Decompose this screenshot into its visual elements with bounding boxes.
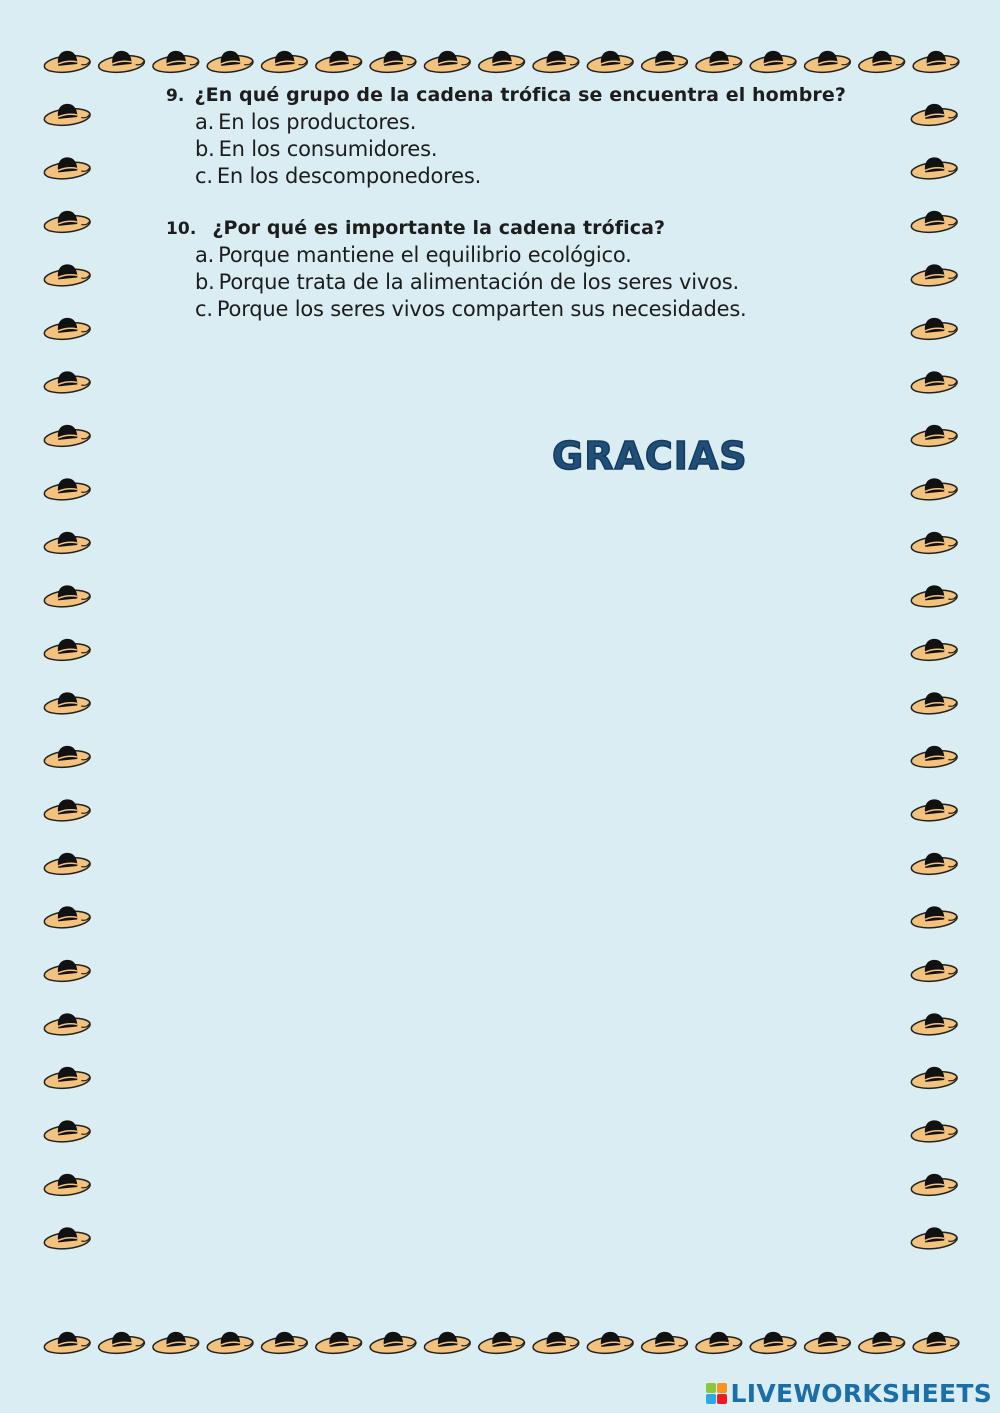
- sombrero-hat-icon: [43, 1172, 91, 1198]
- sombrero-hat-icon: [910, 690, 958, 716]
- option-text: En los descomponedores.: [216, 164, 482, 188]
- option-letter: a.: [195, 243, 215, 267]
- sombrero-hat-icon: [910, 637, 958, 663]
- sombrero-hat-icon: [910, 102, 958, 128]
- option-letter: c.: [195, 297, 213, 321]
- sombrero-hat-icon: [910, 1225, 958, 1251]
- sombrero-hat-icon: [912, 49, 960, 75]
- sombrero-hat-icon: [43, 851, 91, 877]
- sombrero-hat-icon: [695, 1330, 743, 1356]
- sombrero-hat-icon: [43, 1330, 91, 1356]
- sombrero-hat-icon: [912, 1330, 960, 1356]
- question-10-option-c: [195, 297, 747, 321]
- question-10: [166, 217, 665, 239]
- question-10-option-a: [195, 243, 632, 267]
- question-number: 10.: [166, 219, 197, 239]
- sombrero-hat-icon: [206, 49, 254, 75]
- sombrero-hat-icon: [532, 49, 580, 75]
- sombrero-hat-icon: [152, 49, 200, 75]
- sombrero-hat-icon: [910, 262, 958, 288]
- question-10-option-b: [195, 270, 739, 294]
- sombrero-hat-icon: [43, 102, 91, 128]
- sombrero-hat-icon: [910, 851, 958, 877]
- sombrero-hat-icon: [43, 637, 91, 663]
- question-9-option-b: [195, 137, 437, 161]
- sombrero-hat-icon: [910, 958, 958, 984]
- option-text: En los consumidores.: [218, 137, 438, 161]
- sombrero-hat-icon: [43, 476, 91, 502]
- sombrero-hat-icon: [910, 1172, 958, 1198]
- sombrero-hat-icon: [910, 316, 958, 342]
- sombrero-hat-icon: [749, 49, 797, 75]
- sombrero-hat-icon: [43, 262, 91, 288]
- sombrero-hat-icon: [910, 530, 958, 556]
- sombrero-hat-icon: [43, 583, 91, 609]
- option-letter: a.: [195, 110, 215, 134]
- option-text: Porque mantiene el equilibrio ecológico.: [218, 243, 632, 267]
- sombrero-hat-icon: [43, 49, 91, 75]
- sombrero-hat-icon: [910, 209, 958, 235]
- sombrero-hat-icon: [43, 690, 91, 716]
- sombrero-hat-icon: [695, 49, 743, 75]
- sombrero-hat-icon: [477, 49, 525, 75]
- sombrero-hat-icon: [857, 49, 905, 75]
- sombrero-hat-icon: [749, 1330, 797, 1356]
- sombrero-hat-icon: [803, 49, 851, 75]
- sombrero-hat-icon: [314, 49, 362, 75]
- sombrero-hat-icon: [43, 1118, 91, 1144]
- sombrero-hat-icon: [910, 583, 958, 609]
- sombrero-hat-icon: [97, 49, 145, 75]
- sombrero-hat-icon: [43, 530, 91, 556]
- sombrero-hat-icon: [43, 797, 91, 823]
- question-9-option-c: [195, 164, 481, 188]
- sombrero-hat-icon: [532, 1330, 580, 1356]
- sombrero-hat-icon: [910, 1011, 958, 1037]
- sombrero-hat-icon: [43, 209, 91, 235]
- sombrero-hat-icon: [43, 316, 91, 342]
- sombrero-hat-icon: [314, 1330, 362, 1356]
- sombrero-hat-icon: [260, 1330, 308, 1356]
- sombrero-hat-icon: [43, 1225, 91, 1251]
- question-text: ¿Por qué es importante la cadena trófica?: [212, 217, 666, 239]
- question-9: [166, 84, 846, 106]
- sombrero-hat-icon: [803, 1330, 851, 1356]
- sombrero-hat-icon: [43, 904, 91, 930]
- sombrero-hat-icon: [910, 476, 958, 502]
- sombrero-hat-icon: [910, 744, 958, 770]
- option-letter: b.: [195, 137, 215, 161]
- sombrero-hat-icon: [369, 1330, 417, 1356]
- closing-title: GRACIAS: [552, 434, 748, 478]
- sombrero-hat-icon: [97, 1330, 145, 1356]
- sombrero-hat-icon: [910, 423, 958, 449]
- sombrero-hat-icon: [910, 155, 958, 181]
- option-letter: b.: [195, 270, 215, 294]
- sombrero-hat-icon: [43, 155, 91, 181]
- brand-name: LIVEWORKSHEETS: [730, 1378, 992, 1408]
- option-text: Porque los seres vivos comparten sus necesidades.: [216, 297, 747, 321]
- sombrero-hat-icon: [43, 369, 91, 395]
- sombrero-hat-icon: [910, 1118, 958, 1144]
- sombrero-hat-icon: [43, 1065, 91, 1091]
- question-number: 9.: [166, 86, 185, 106]
- sombrero-hat-icon: [857, 1330, 905, 1356]
- sombrero-hat-icon: [206, 1330, 254, 1356]
- sombrero-hat-icon: [640, 49, 688, 75]
- sombrero-hat-icon: [43, 958, 91, 984]
- option-text: En los productores.: [218, 110, 417, 134]
- sombrero-hat-icon: [910, 1065, 958, 1091]
- option-letter: c.: [195, 164, 213, 188]
- sombrero-hat-icon: [586, 1330, 634, 1356]
- question-9-option-a: [195, 110, 416, 134]
- question-text: ¿En qué grupo de la cadena trófica se encuentra el hombre?: [194, 84, 846, 106]
- sombrero-hat-icon: [260, 49, 308, 75]
- sombrero-hat-icon: [423, 1330, 471, 1356]
- sombrero-hat-icon: [152, 1330, 200, 1356]
- option-text: Porque trata de la alimentación de los seres vivos.: [218, 270, 739, 294]
- sombrero-hat-icon: [910, 797, 958, 823]
- sombrero-hat-icon: [910, 369, 958, 395]
- sombrero-hat-icon: [43, 744, 91, 770]
- sombrero-hat-icon: [910, 904, 958, 930]
- sombrero-hat-icon: [369, 49, 417, 75]
- sombrero-hat-icon: [43, 1011, 91, 1037]
- sombrero-hat-icon: [586, 49, 634, 75]
- sombrero-hat-icon: [477, 1330, 525, 1356]
- liveworksheets-brand[interactable]: [706, 1379, 992, 1407]
- sombrero-hat-icon: [43, 423, 91, 449]
- sombrero-hat-icon: [423, 49, 471, 75]
- sombrero-hat-icon: [640, 1330, 688, 1356]
- liveworksheets-logo-icon: [706, 1383, 727, 1404]
